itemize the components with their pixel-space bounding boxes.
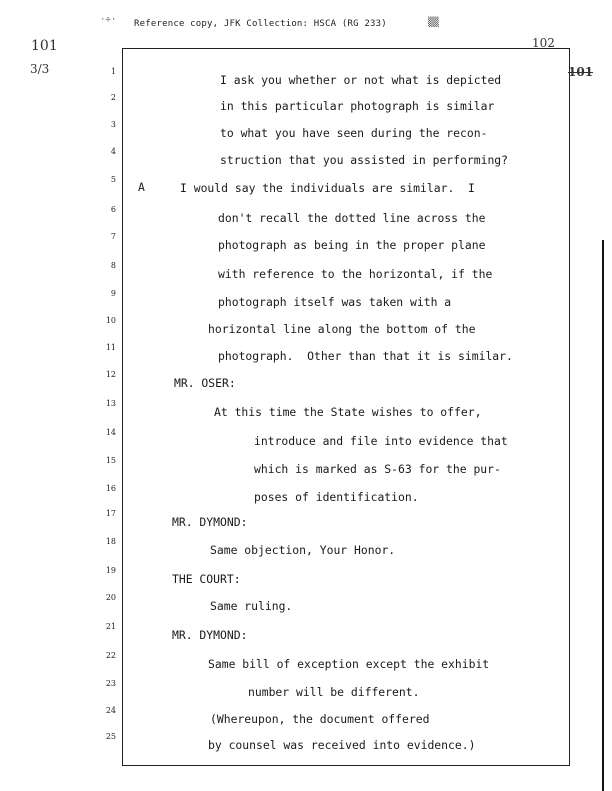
page-edge-rule	[602, 240, 604, 791]
transcript-line: horizontal line along the bottom of the	[208, 322, 476, 336]
transcript-line: photograph itself was taken with a	[218, 295, 452, 309]
transcript-line: Same bill of exception except the exhibit	[208, 657, 490, 671]
line-number: 13	[105, 399, 116, 408]
transcript-line: which is marked as S-63 for the pur-	[254, 462, 501, 476]
transcript-line: MR. OSER:	[174, 376, 236, 390]
margin-note-page-right: 102	[532, 36, 555, 50]
transcript-line: (Whereupon, the document offered	[210, 712, 430, 726]
reference-header: Reference copy, JFK Collection: HSCA (RG 233)	[134, 19, 387, 29]
line-number: 4	[110, 147, 116, 156]
transcript-line: Same ruling.	[210, 599, 293, 613]
header-stamp-left: ·÷·	[100, 15, 117, 25]
line-number: 1	[110, 67, 116, 76]
margin-note-fraction: 3/3	[30, 62, 50, 76]
transcript-line: I ask you whether or not what is depicted	[220, 73, 502, 87]
line-number: 20	[105, 593, 116, 602]
transcript-line: MR. DYMOND:	[172, 515, 248, 529]
transcript-line: in this particular photograph is similar	[220, 99, 495, 113]
transcript-line: poses of identification.	[254, 490, 419, 504]
line-number: 21	[105, 622, 116, 631]
transcript-line: introduce and file into evidence that	[254, 434, 508, 448]
line-number: 8	[110, 261, 116, 270]
line-number: 23	[105, 679, 116, 688]
line-number: 5	[110, 175, 116, 184]
line-number: 16	[105, 484, 116, 493]
line-number: 24	[105, 706, 116, 715]
line-number: 14	[105, 428, 116, 437]
header-stamp-right: ▒▒	[428, 18, 439, 28]
transcript-line: MR. DYMOND:	[172, 628, 248, 642]
answer-marker: A	[138, 180, 145, 194]
line-number: 3	[110, 120, 116, 129]
line-number: 10	[105, 316, 116, 325]
transcript-line: by counsel was received into evidence.)	[208, 738, 476, 752]
transcript-line: At this time the State wishes to offer,	[214, 405, 482, 419]
line-number: 2	[110, 93, 116, 102]
line-number: 19	[105, 566, 116, 575]
transcript-line: number will be different.	[248, 685, 420, 699]
transcript-line: with reference to the horizontal, if the	[218, 267, 493, 281]
line-number: 11	[105, 343, 116, 352]
transcript-line: photograph. Other than that it is similar.	[218, 349, 513, 363]
transcript-line: struction that you assisted in performing?	[220, 153, 509, 167]
line-number: 9	[110, 289, 116, 298]
line-number: 15	[105, 456, 116, 465]
line-number: 12	[105, 370, 116, 379]
line-number: 22	[105, 651, 116, 660]
transcript-line: I would say the individuals are similar. I	[180, 181, 475, 195]
transcript-line: don't recall the dotted line across the	[218, 211, 486, 225]
transcript-line: THE COURT:	[172, 572, 241, 586]
transcript-line: Same objection, Your Honor.	[210, 543, 396, 557]
line-number: 7	[110, 232, 116, 241]
margin-note-struck-page: 101	[568, 65, 594, 79]
transcript-line: photograph as being in the proper plane	[218, 238, 486, 252]
line-number: 18	[105, 537, 116, 546]
line-number: 17	[105, 509, 116, 518]
line-number: 6	[110, 205, 116, 214]
line-number: 25	[105, 732, 116, 741]
margin-note-page-left: 101	[31, 38, 58, 54]
transcript-line: to what you have seen during the recon-	[220, 126, 488, 140]
